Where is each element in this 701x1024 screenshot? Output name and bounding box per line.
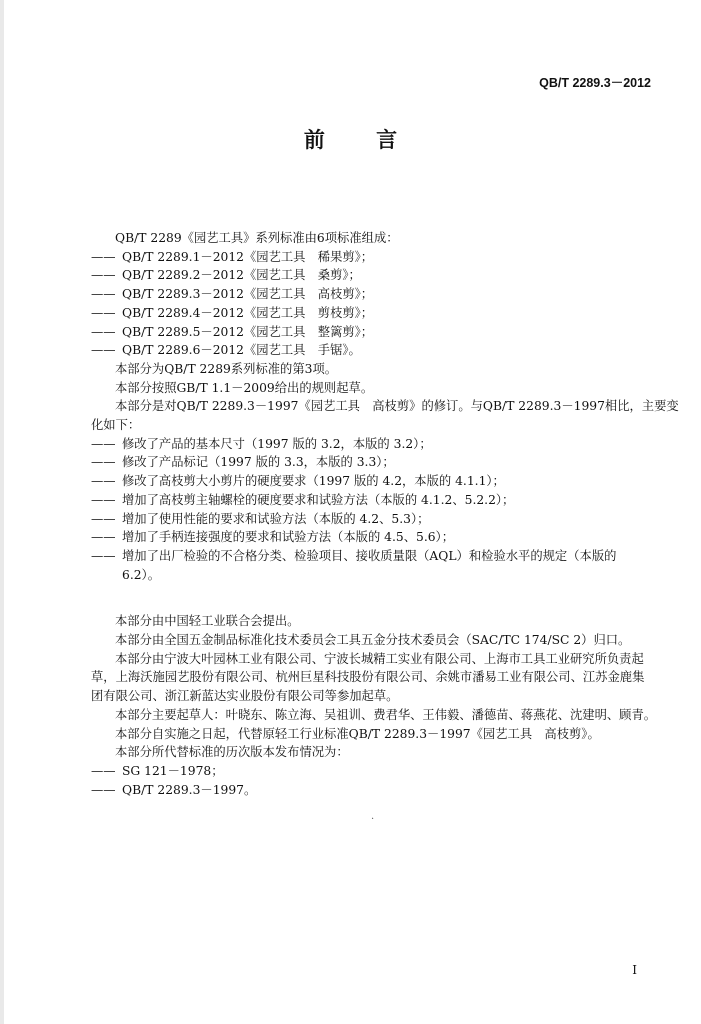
paragraph: 本部分自实施之日起，代替原轻工行业标准QB/T 2289.3－1997《园艺工具 高枝剪》。 <box>115 726 600 741</box>
change-item: —— 修改了产品标记（1997 版的 3.3，本版的 3.3）； <box>91 455 395 470</box>
paragraph: 本部分主要起草人：叶晓东、陈立海、吴祖训、费君华、王伟毅、潘德苗、蒋燕花、沈建明、顾青。 <box>115 707 657 722</box>
paragraph: 本部分由宁波大叶园林工业有限公司、宁波长城精工实业有限公司、上海市工具工业研究所负责起 <box>115 651 644 666</box>
paragraph-continuation: 化如下： <box>91 418 141 433</box>
paragraph: 本部分为QB/T 2289系列标准的第3项。 <box>115 361 338 376</box>
list-item: —— QB/T 2289.5－2012《园艺工具 整篱剪》； <box>91 324 374 339</box>
history-item: —— SG 121－1978； <box>91 763 224 778</box>
document-body <box>91 229 679 799</box>
change-item: —— 增加了高枝剪主轴螺栓的硬度要求和试验方法（本版的 4.1.2、5.2.2）； <box>91 492 515 507</box>
list-item: —— QB/T 2289.6－2012《园艺工具 手锯》。 <box>91 343 361 358</box>
spacer <box>91 584 651 612</box>
page-number: I <box>632 963 637 977</box>
page-title: 前 言 <box>303 127 420 152</box>
change-item: —— 增加了出厂检验的不合格分类、检验项目、接收质量限（AQL）和检验水平的规定（本版的 <box>91 548 617 563</box>
list-item: —— QB/T 2289.4－2012《园艺工具 剪枝剪》； <box>91 305 374 320</box>
standard-code-header: QB/T 2289.3－2012 <box>539 76 651 90</box>
history-item: —— QB/T 2289.3－1997。 <box>91 782 257 797</box>
paragraph: 本部分由中国轻工业联合会提出。 <box>115 614 300 629</box>
paragraph-continuation: 草，上海沃施园艺股份有限公司、杭州巨星科技股份有限公司、余姚市潘易工业有限公司、江苏金鹿集 <box>91 670 645 685</box>
change-item: —— 修改了产品的基本尺寸（1997 版的 3.2，本版的 3.2）； <box>91 436 432 451</box>
change-item: —— 增加了使用性能的要求和试验方法（本版的 4.2、5.3）； <box>91 511 430 526</box>
paragraph: 本部分按照GB/T 1.1－2009给出的规则起草。 <box>115 380 374 395</box>
paragraph: 本部分由全国五金制品标准化技术委员会工具五金分技术委员会（SAC/TC 174/SC 2）归口。 <box>115 633 631 648</box>
intro-line: QB/T 2289《园艺工具》系列标准由6项标准组成： <box>115 231 399 245</box>
paragraph: 本部分所代替标准的历次版本发布情况为： <box>115 745 349 760</box>
list-item: —— QB/T 2289.2－2012《园艺工具 桑剪》； <box>91 268 361 283</box>
paragraph: 本部分是对QB/T 2289.3－1997《园艺工具 高枝剪》的修订。与QB/T 2289.3－1997相比，主要变 <box>115 399 679 414</box>
stray-mark: · <box>371 814 375 825</box>
paragraph-continuation: 团有限公司、浙江新蓝达实业股份有限公司等参加起草。 <box>91 689 399 704</box>
change-item: —— 增加了手柄连接强度的要求和试验方法（本版的 4.5、5.6）； <box>91 530 454 545</box>
change-item-continuation: 6.2）。 <box>122 567 160 582</box>
list-item: —— QB/T 2289.1－2012《园艺工具 稀果剪》； <box>91 249 374 264</box>
list-item: —— QB/T 2289.3－2012《园艺工具 高枝剪》； <box>91 287 374 302</box>
change-item: —— 修改了高枝剪大小剪片的硬度要求（1997 版的 4.2，本版的 4.1.1）； <box>91 474 505 489</box>
